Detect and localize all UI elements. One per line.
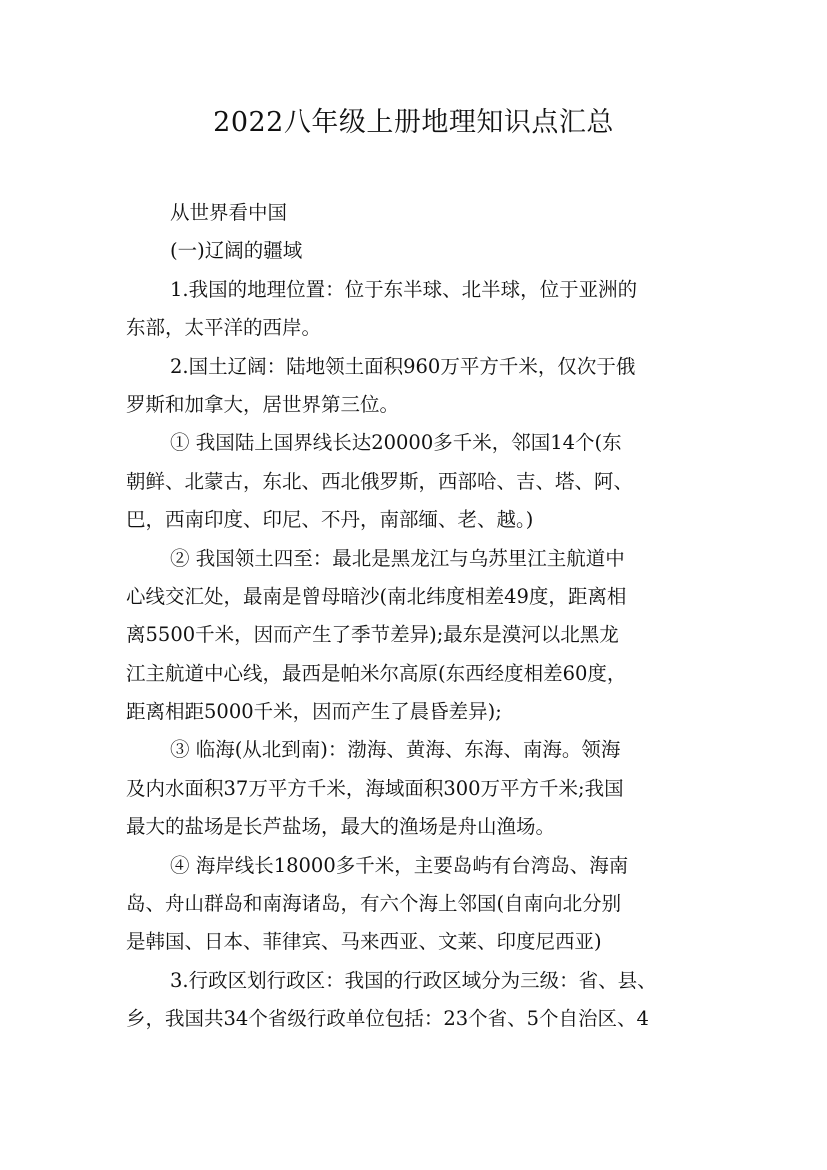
paragraph-first-line: ① 我国陆上国界线长达20000多千米，邻国14个(东 (170, 431, 622, 455)
paragraph-line: 最大的盐场是长芦盐场，最大的渔场是舟山渔场。 (126, 815, 556, 839)
document-body (126, 194, 716, 1039)
paragraph-first-line: 2.国土辽阔：陆地领土面积960万平方千米，仅次于俄 (170, 354, 636, 378)
paragraph-line: 罗斯和加拿大，居世界第三位。 (126, 392, 400, 416)
paragraph-line: 距离相距5000千米，因而产生了晨昏差异); (126, 700, 502, 724)
paragraph-line: 岛、舟山群岛和南海诸岛，有六个海上邻国(自南向北分别 (126, 892, 622, 916)
paragraph-first-line: 1.我国的地理位置：位于东半球、北半球，位于亚洲的 (170, 277, 638, 301)
paragraph-line: 朝鲜、北蒙古，东北、西北俄罗斯，西部哈、吉、塔、阿、 (126, 469, 634, 493)
paragraph-first-line: ② 我国领土四至：最北是黑龙江与乌苏里江主航道中 (170, 546, 625, 570)
paragraph-line: 离5500千米，因而产生了季节差异);最东是漠河以北黑龙 (126, 623, 619, 647)
paragraph-line: 是韩国、日本、菲律宾、马来西亚、文莱、印度尼西亚) (126, 930, 602, 954)
document-title: 2022八年级上册地理知识点汇总 (213, 107, 614, 138)
paragraph-line: 东部，太平洋的西岸。 (126, 316, 322, 340)
paragraph-first-line: ④ 海岸线长18000多千米，主要岛屿有台湾岛、海南 (170, 853, 629, 877)
paragraph-line: 巴，西南印度、印尼、不丹，南部缅、老、越。) (126, 508, 534, 532)
paragraph-first-line: ③ 临海(从北到南)：渤海、黄海、东海、南海。领海 (170, 738, 621, 762)
paragraph-line: 江主航道中心线，最西是帕米尔高原(东西经度相差60度， (126, 661, 627, 685)
paragraph-first-line: (一)辽阔的疆域 (170, 239, 303, 263)
paragraph-line: 心线交汇处，最南是曾母暗沙(南北纬度相差49度，距离相 (126, 584, 627, 608)
paragraph-first-line: 3.行政区划行政区：我国的行政区域分为三级：省、县、 (170, 968, 657, 992)
paragraph-line: 乡，我国共34个省级行政单位包括：23个省、5个自治区、4 (126, 1007, 649, 1031)
paragraph-line: 及内水面积37万平方千米，海域面积300万平方千米;我国 (126, 776, 624, 800)
paragraph-first-line: 从世界看中国 (170, 201, 288, 224)
